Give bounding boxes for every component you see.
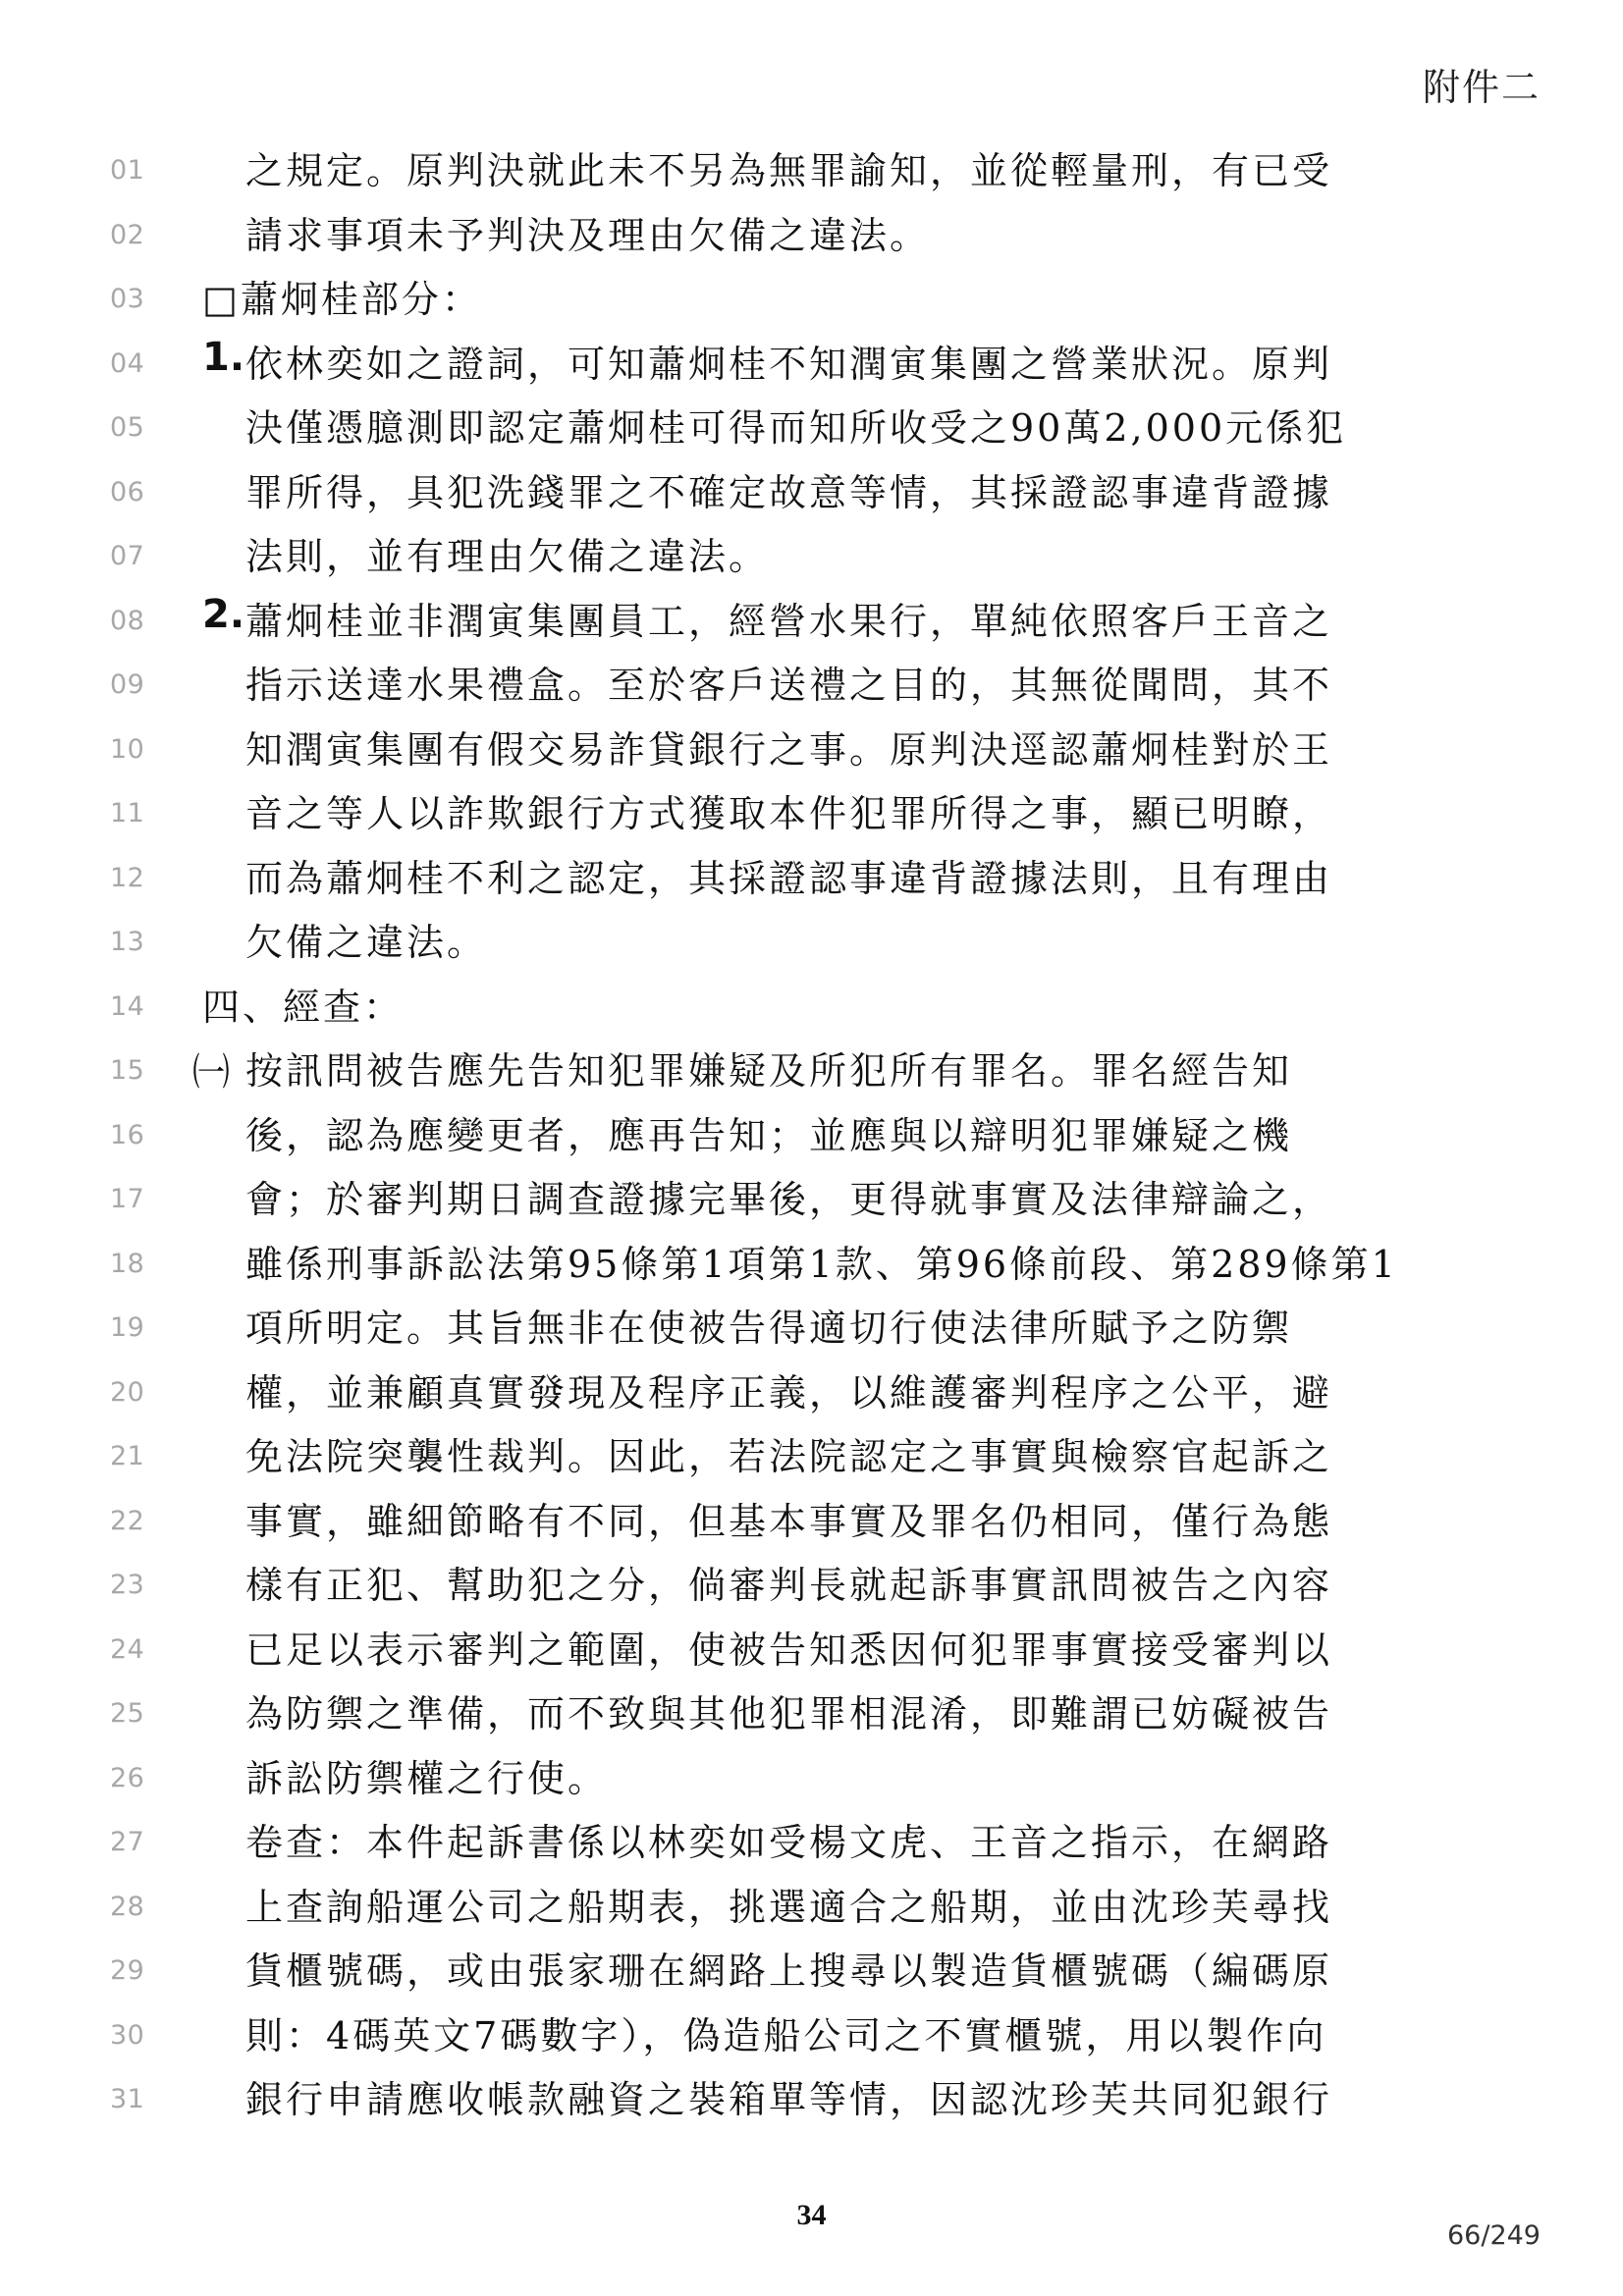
line-text: 後，認為應變更者，應再告知；並應與以辯明犯罪嫌疑之機 (245, 1113, 1293, 1157)
text-line (0, 1168, 1623, 1233)
text-line (0, 1297, 1623, 1362)
section-heading: □蕭炯桂部分： (202, 278, 482, 321)
text-line (0, 1811, 1623, 1876)
line-text: 已足以表示審判之範圍，使被告知悉因何犯罪事實接受審判以 (245, 1628, 1333, 1672)
line-number: 11 (110, 798, 145, 828)
text-line (0, 590, 1623, 655)
line-text: 項所明定。其旨無非在使被告得適切行使法律所賦予之防禦 (245, 1307, 1293, 1350)
line-text: 訴訟防禦權之行使。 (245, 1756, 609, 1800)
line-number: 05 (110, 412, 145, 443)
document-body (0, 139, 1623, 2133)
line-number: 31 (110, 2084, 145, 2114)
line-number: 28 (110, 1891, 145, 1922)
line-text: 決僅憑臆測即認定蕭炯桂可得而知所收受之90萬2,000元係犯 (245, 406, 1347, 450)
line-text: 知潤寅集團有假交易詐貸銀行之事。原判決逕認蕭炯桂對於王 (245, 727, 1333, 772)
line-number: 08 (110, 605, 145, 636)
line-number: 20 (110, 1376, 145, 1408)
line-number: 04 (110, 347, 145, 379)
line-text: 銀行申請應收帳款融資之裝箱單等情，因認沈珍芙共同犯銀行 (245, 2078, 1333, 2121)
line-text: 按訊問被告應先告知犯罪嫌疑及所犯所有罪名。罪名經告知 (245, 1049, 1293, 1093)
section-heading: 四、經查： (202, 985, 405, 1029)
text-line (0, 525, 1623, 590)
line-number: 10 (110, 733, 145, 765)
line-number: 02 (110, 219, 145, 250)
line-text: 之規定。原判決就此未不另為無罪諭知，並從輕量刑，有已受 (245, 149, 1333, 192)
line-text: 樣有正犯、幫助犯之分，倘審判長就起訴事實訊問被告之內容 (245, 1564, 1333, 1607)
page-number: 34 (796, 2199, 827, 2231)
line-number: 26 (110, 1762, 145, 1793)
line-number: 22 (110, 1505, 145, 1536)
line-number: 18 (110, 1248, 145, 1279)
line-number: 27 (110, 1827, 145, 1857)
text-line (0, 1940, 1623, 2004)
line-number: 14 (110, 990, 145, 1022)
line-text: 罪所得，具犯洗錢罪之不確定故意等情，其採證認事違背證據 (245, 470, 1333, 514)
line-text: 權，並兼顧真實發現及程序正義，以維護審判程序之公平，避 (245, 1370, 1333, 1415)
line-text: 欠備之違法。 (245, 921, 488, 964)
line-number: 13 (110, 927, 145, 957)
attachment-label: 附件二 (1422, 66, 1541, 109)
line-text: 而為蕭炯桂不利之認定，其採證認事違背證據法則，且有理由 (245, 856, 1333, 900)
line-number: 09 (110, 669, 145, 700)
line-text: 依林奕如之證詞，可知蕭炯桂不知潤寅集團之營業狀況。原判 (245, 342, 1333, 386)
line-text: 蕭炯桂並非潤寅集團員工，經營水果行，單純依照客戶王音之 (245, 599, 1333, 643)
text-line (0, 911, 1623, 976)
line-text: 請求事項未予判決及理由欠備之違法。 (245, 213, 931, 257)
line-number: 25 (110, 1698, 145, 1729)
text-line (0, 847, 1623, 912)
text-line (0, 1747, 1623, 1812)
list-marker: 2. (202, 591, 245, 637)
text-line (0, 2004, 1623, 2069)
line-number: 21 (110, 1441, 145, 1471)
line-text: 會；於審判期日調查證據完畢後，更得就事實及法律辯論之， (245, 1178, 1333, 1221)
text-line (0, 397, 1623, 461)
text-line (0, 782, 1623, 847)
line-text: 上查詢船運公司之船期表，挑選適合之船期，並由沈珍芙尋找 (245, 1885, 1333, 1929)
line-number: 29 (110, 1955, 145, 1986)
line-number: 19 (110, 1312, 145, 1343)
text-line (0, 461, 1623, 526)
text-line (0, 1554, 1623, 1619)
list-marker: ㈠ (192, 1050, 231, 1094)
line-number: 23 (110, 1570, 145, 1600)
line-number: 15 (110, 1055, 145, 1086)
line-number: 16 (110, 1119, 145, 1150)
text-line (0, 719, 1623, 783)
text-line (0, 976, 1623, 1041)
line-text: 免法院突襲性裁判。因此，若法院認定之事實與檢察官起訴之 (245, 1435, 1333, 1478)
line-number: 06 (110, 476, 145, 507)
line-text: 雖係刑事訴訟法第95條第1項第1款、第96條前段、第289條第1 (245, 1242, 1398, 1286)
list-marker: 1. (202, 334, 245, 380)
line-text: 貨櫃號碼，或由張家珊在網路上搜尋以製造貨櫃號碼（編碼原 (245, 1949, 1333, 1993)
text-line (0, 1619, 1623, 1683)
text-line (0, 1040, 1623, 1104)
text-line (0, 1490, 1623, 1555)
text-line (0, 1876, 1623, 1941)
line-text: 卷查：本件起訴書係以林奕如受楊文虎、王音之指示，在網路 (245, 1821, 1333, 1864)
line-text: 法則，並有理由欠備之違法。 (245, 535, 770, 578)
line-number: 12 (110, 862, 145, 893)
text-line (0, 1362, 1623, 1426)
text-line (0, 1233, 1623, 1298)
text-line (0, 139, 1623, 204)
text-line (0, 204, 1623, 269)
line-text: 指示送達水果禮盒。至於客戶送禮之目的，其無從聞問，其不 (245, 664, 1333, 707)
line-number: 03 (110, 284, 145, 314)
text-line (0, 1104, 1623, 1169)
line-number: 17 (110, 1184, 145, 1214)
text-line (0, 1425, 1623, 1490)
line-number: 30 (110, 2019, 145, 2051)
line-number: 01 (110, 155, 145, 186)
text-line (0, 2068, 1623, 2133)
text-line (0, 654, 1623, 719)
line-text: 則：4碼英文7碼數字），偽造船公司之不實櫃號，用以製作向 (245, 2013, 1327, 2057)
line-text: 為防禦之準備，而不致與其他犯罪相混淆，即難謂已妨礙被告 (245, 1692, 1333, 1735)
line-text: 音之等人以詐欺銀行方式獲取本件犯罪所得之事，顯已明瞭， (245, 792, 1333, 835)
line-text: 事實，雖細節略有不同，但基本事實及罪名仍相同，僅行為態 (245, 1499, 1333, 1543)
page-counter: 66/249 (1447, 2220, 1541, 2251)
line-number: 24 (110, 1633, 145, 1665)
text-line (0, 1682, 1623, 1747)
text-line (0, 333, 1623, 398)
text-line (0, 268, 1623, 333)
line-number: 07 (110, 541, 145, 571)
